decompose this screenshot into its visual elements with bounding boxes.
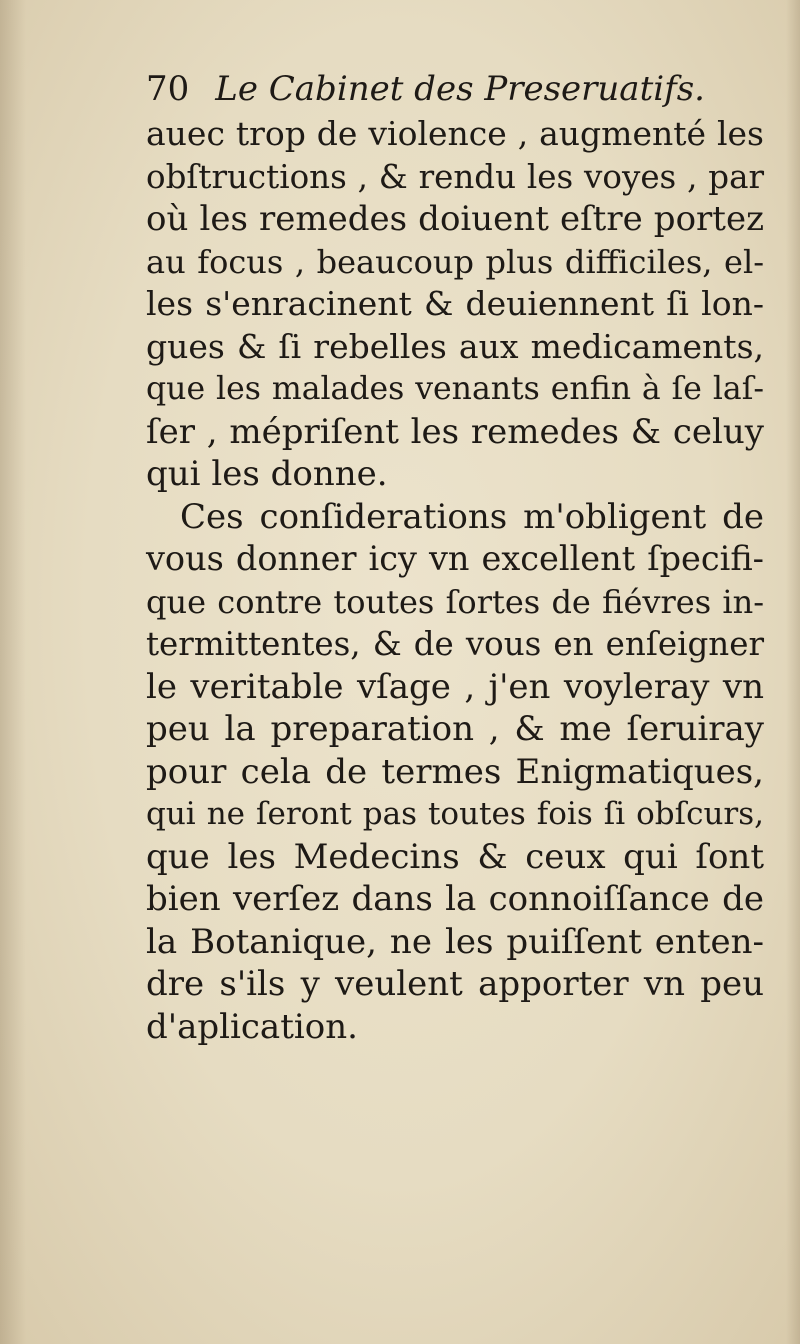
paragraph-2 [146,496,764,1049]
text-line: gues & ſi rebelles aux medicaments, [146,326,764,366]
text-line: termittentes, & de vous en enſeigner [146,625,764,663]
text-line: au focus , beaucoup plus difficiles, el- [146,242,764,281]
running-title: Le Cabinet des Preseruatifs. [215,69,705,109]
text-line: le veritable vſage , j'en voyleray vn [146,666,764,707]
text-line: qui les donne. [146,454,388,494]
text-line: que les malades venants enfin à ſe laſ- [146,371,764,407]
page-edge-shadow [786,0,800,1344]
text-line: que les Medecins & ceux qui ſont [146,836,764,877]
text-line: pour cela de termes Enigmatiques, [146,751,764,792]
text-line: Ces conſiderations m'obligent de [180,496,764,537]
page-number: 70 [146,69,190,109]
text-line: ſer , mépriſent les remedes & celuy [146,411,764,452]
paragraph-1 [146,113,764,496]
text-line: auec trop de violence , augmenté les [146,114,764,153]
text-line: que contre toutes ſortes de fiévres in- [146,582,764,621]
text-line: les s'enracinent & deuiennent ſi lon- [146,284,764,323]
text-line: où les remedes doiuent eſtre portez [146,199,764,239]
text-line: dre s'ils y veulent apporter vn peu [146,964,764,1004]
running-head [146,66,766,112]
text-line: peu la preparation , & me ſeruiray [146,709,764,749]
page-gutter-shadow [0,0,26,1344]
body-text [146,113,764,1048]
text-line: d'aplication. [146,1006,358,1047]
text-line: qui ne ſeront pas toutes fois ſi obſcurs, [146,796,764,832]
text-line: vous donner icy vn excellent ſpecifi- [146,539,764,578]
text-line: la Botanique, ne les puiſſent enten- [146,921,764,962]
text-line: obſtructions , & rendu les voyes , par [146,157,764,196]
text-line: bien verſez dans la connoiſſance de [146,879,764,919]
